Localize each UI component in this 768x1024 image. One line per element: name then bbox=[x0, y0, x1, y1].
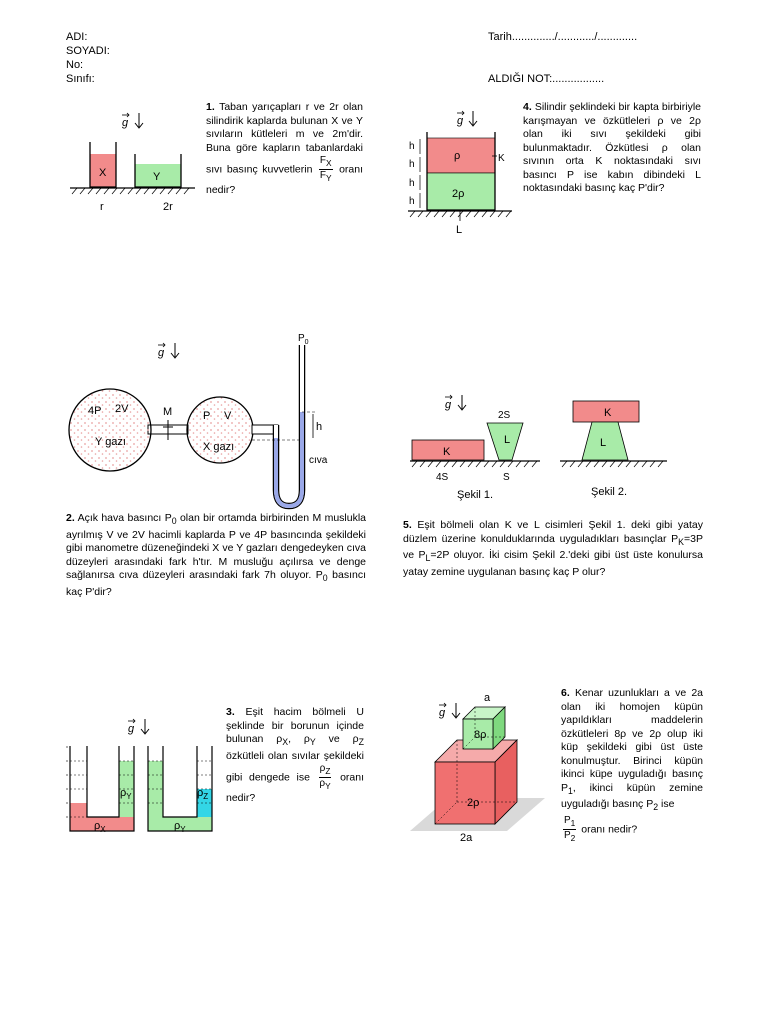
question-6: 6. Kenar uzunlukları a ve 2a olan iki homojen küpün yapıldıkları maddelerin özkütleleri 8ρ ve 2ρ olup iki küp şekildeki gibi üst üste konulmuştur. Birinci küpün ikinci küpe uyguladığı basınç $P_1$, ikinci küpün zemine uyguladığı basınç $P_2$ ise $\frac{P_1}{P_2}$ oranı nedir? bbox=[561, 687, 703, 843]
svg-text:ρX: $\rho_X$ bbox=[94, 820, 106, 834]
svg-text:L: L bbox=[504, 434, 511, 446]
question-3: 3. Eşit hacim bölmeli U şeklinde bir borunun içinde bulunan $\rho_X$, $\rho_Y$ ve $\rho_Z$ özkütleli olan sıvılar şekildeki gibi dengede ise $\frac{\rho_Z}{\rho_Y}$ oranı nedir? bbox=[226, 706, 365, 805]
question-4: 4. Silindir şeklindeki bir kapta birbiriyle karışmayan ve özkütleleri ρ ve 2ρ olan iki sıvı şekildeki gibi bulunmaktadır. Özkütlesi ρ olan sıvının orta K noktasındaki sıvı basıncı P ise kabın dibindeki L noktasındaki basınç kaç P'dir? bbox=[523, 101, 702, 194]
surname-field: SOYADI: bbox=[66, 45, 110, 57]
q4-figure bbox=[400, 102, 520, 237]
question-5: 5. Eşit bölmeli olan K ve L cisimleri Şekil 1. deki gibi yatay düzlem üzerine konulduklarında uyguladıkları basınçlar $P_K=3P$ ve $P_L=2P$ oluyor. İki cisim Şekil 2.'deki gibi üst üste konulursa yatay zemine uygulanan basınç kaç P olur? bbox=[403, 519, 703, 578]
number-field: No: bbox=[66, 59, 84, 71]
svg-text:g: g bbox=[128, 723, 135, 735]
name-field: ADI: bbox=[66, 31, 88, 43]
svg-text:P: P bbox=[203, 410, 211, 422]
gravity-label: g bbox=[122, 117, 129, 129]
svg-text:h: h bbox=[409, 196, 415, 207]
p0-label: $P_0$ bbox=[298, 333, 309, 346]
svg-text:ρZ: $\rho_Z$ bbox=[197, 787, 209, 801]
svg-text:h: h bbox=[409, 159, 415, 170]
svg-text:h: h bbox=[409, 141, 415, 152]
svg-text:2V: 2V bbox=[115, 403, 129, 415]
question-2: 2. Açık hava basıncı $P_0$ olan bir ortamda birbirinden M muslukla ayrılmış V ve 2V hacimli kaplarda P ve 4P basıncında şekildeki gibi manometre düzeneğindeki X ve Y gazları dengedeyken cıva düzeyleri arasındaki fark h'tır. M musluğu açılırsa ve denge sağlanırsa cıva düzeyleri arasındaki fark 7h oluyor. $P_0$ basıncı kaç P'dir? bbox=[66, 512, 366, 598]
svg-text:8ρ: 8ρ bbox=[474, 729, 487, 741]
svg-text:V: V bbox=[224, 410, 232, 422]
svg-text:ρ: ρ bbox=[454, 150, 461, 162]
question-1 bbox=[206, 101, 363, 198]
valve-m: M bbox=[163, 406, 173, 418]
q4-text: Silindir şeklindeki bir kapta birbiriyle karışmayan ve özkütleleri ρ ve 2ρ olan iki sıvı şekildeki gibi bulunmaktadır. Özkütlesi ρ olan sıvının orta K noktasındaki sıvı basıncı P ise kabın dibindeki L noktasındaki basınç kaç P'dir? bbox=[523, 101, 702, 194]
label-2r: 2r bbox=[163, 201, 173, 213]
svg-text:a: a bbox=[484, 692, 491, 704]
point-l: L bbox=[456, 224, 463, 236]
svg-text:2ρ: 2ρ bbox=[452, 188, 465, 200]
svg-text:K: K bbox=[443, 446, 451, 458]
q1-figure bbox=[60, 102, 200, 217]
svg-text:Y gazı: Y gazı bbox=[95, 436, 126, 448]
svg-text:L: L bbox=[600, 437, 607, 449]
svg-text:S: S bbox=[503, 472, 510, 483]
label-sekil2: Şekil 2. bbox=[591, 486, 628, 498]
label-x: X bbox=[99, 167, 107, 179]
sphere-x-gas bbox=[187, 397, 253, 463]
grade-field: ALDIĞI NOT:................. bbox=[488, 73, 605, 85]
svg-text:g: g bbox=[439, 707, 446, 719]
label-r: r bbox=[100, 201, 104, 213]
svg-text:2a: 2a bbox=[460, 832, 473, 844]
svg-text:ρY: $\rho_Y$ bbox=[174, 820, 186, 834]
q2-figure bbox=[62, 330, 352, 510]
svg-text:2S: 2S bbox=[498, 410, 511, 421]
svg-text:X gazı: X gazı bbox=[203, 441, 235, 453]
svg-text:g: g bbox=[445, 399, 452, 411]
label-civa: cıva bbox=[309, 455, 328, 466]
liquid-rho bbox=[427, 138, 495, 173]
svg-text:4S: 4S bbox=[436, 472, 449, 483]
q1-text: Taban yarıçapları r ve 2r olan silindirik kaplarda bulunan X ve Y sıvıların kütleleri m ve 2m'dir. Buna göre kapların tabanlardaki sıvı basınç kuvvetlerin bbox=[206, 101, 363, 176]
date-field: Tarih............../............/............. bbox=[488, 31, 638, 43]
svg-text:2ρ: 2ρ bbox=[467, 797, 480, 809]
svg-text:h: h bbox=[409, 178, 415, 189]
point-k: K bbox=[498, 153, 505, 164]
label-y: Y bbox=[153, 171, 161, 183]
sphere-y-gas bbox=[69, 389, 151, 471]
q5-figure bbox=[405, 390, 680, 505]
q1-tail: oranı nedir? bbox=[206, 163, 363, 196]
svg-text:K: K bbox=[604, 407, 612, 419]
student-info bbox=[66, 30, 110, 86]
svg-text:4P: 4P bbox=[88, 405, 102, 417]
q3-figure bbox=[66, 710, 226, 840]
label-sekil1: Şekil 1. bbox=[457, 489, 494, 501]
class-field: Sınıfı: bbox=[66, 73, 95, 85]
q1-number: 1. bbox=[206, 101, 215, 113]
svg-text:g: g bbox=[158, 347, 165, 359]
q1-fraction: $\frac{F_X}{F_Y}$ bbox=[319, 155, 332, 183]
svg-text:g: g bbox=[457, 115, 464, 127]
q6-figure bbox=[405, 688, 555, 848]
svg-text:ρY: $\rho_Y$ bbox=[120, 787, 132, 801]
height-h: h bbox=[316, 421, 323, 433]
